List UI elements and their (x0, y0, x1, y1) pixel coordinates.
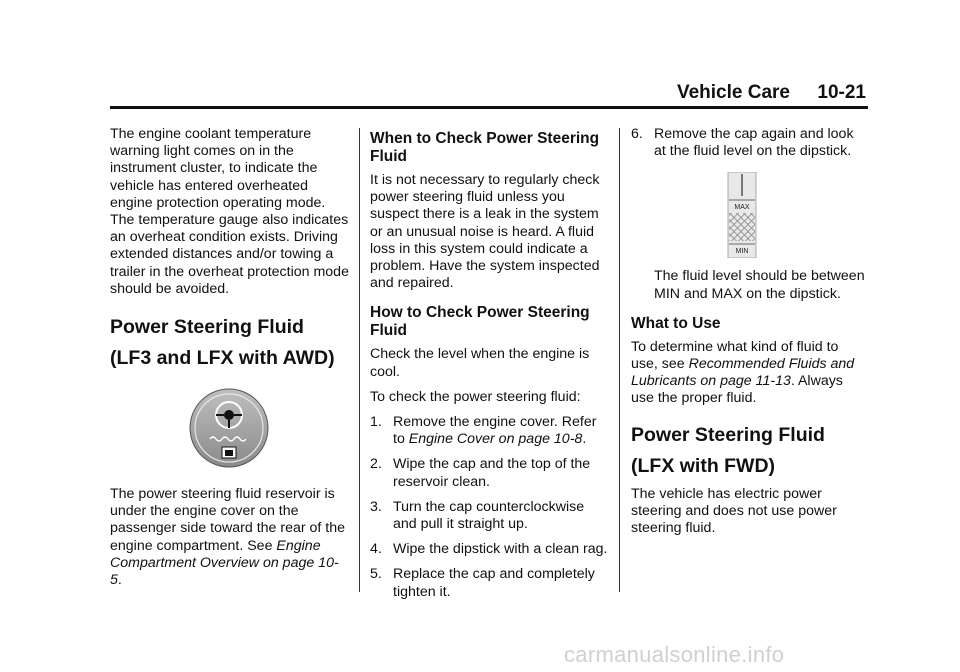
power-steering-awd-heading (110, 312, 350, 374)
heading-line-2: (LFX with FWD) (631, 454, 776, 477)
step-end: . (582, 431, 587, 448)
dipstick-illustration (727, 172, 757, 258)
step-text: Wipe the cap and the top of the reservoir clean. (393, 456, 591, 490)
fluid-level-text: The fluid level should be between MIN and MAX on the dipstick. (654, 268, 865, 302)
column-2 (370, 126, 610, 609)
what-to-use-heading: What to Use (631, 314, 721, 332)
dipstick-min-label: MIN (735, 248, 749, 256)
reservoir-end: . (117, 572, 122, 589)
heading-line-1: Power Steering Fluid (631, 423, 825, 446)
recommended-fluids-reference: Recommended Fluids and Lubricants on page 11-13 (631, 356, 855, 390)
column-3 (631, 126, 869, 545)
steps-list-continued (631, 126, 869, 160)
column-1 (110, 126, 350, 597)
step-number: 2. (370, 456, 382, 473)
page-number: 10-21 (817, 82, 866, 103)
what-to-use-paragraph (631, 339, 869, 408)
engine-compartment-reference: Engine Compartment Overview on page 10-5 (110, 537, 339, 589)
step-text: Turn the cap counterclockwise and pull it straight up. (393, 498, 585, 533)
step-2 (370, 456, 610, 490)
power-steering-fwd-heading (631, 420, 869, 482)
step-number: 6. (631, 126, 643, 142)
step-3 (370, 499, 610, 533)
reservoir-location-paragraph (110, 486, 350, 589)
reservoir-cap-icon (186, 388, 272, 468)
page-header (110, 78, 868, 109)
what-to-use-text: To determine what kind of fluid to use, see (631, 338, 839, 373)
engine-cover-reference: Engine Cover on page 10-8 (408, 431, 583, 448)
what-to-use-end: . Always use the proper fluid. (631, 373, 843, 407)
when-to-check-heading: When to Check Power Steering Fluid (370, 130, 600, 165)
heading-line-1: Power Steering Fluid (110, 316, 304, 339)
step-number: 3. (370, 498, 382, 515)
section-title: Vehicle Care (676, 82, 790, 103)
step-text: Wipe the dipstick with a clean rag. (393, 541, 608, 558)
column-divider-2 (619, 128, 620, 592)
heading-line-2: (LF3 and LFX with AWD) (110, 347, 335, 370)
step-6 (631, 126, 869, 160)
reservoir-text: The power steering fluid reservoir is under the engine cover on the passenger side toward the rear of the engine compartment. See (110, 486, 346, 554)
how-to-check-text-1: Check the level when the engine is cool. (370, 346, 590, 380)
steps-list (370, 414, 610, 601)
how-to-check-text-2: To check the power steering fluid: (370, 388, 581, 405)
step-text: Remove the engine cover. Refer to (393, 414, 597, 448)
step-number: 4. (370, 541, 382, 558)
coolant-paragraph: The engine coolant temperature warning light comes on in the instrument cluster, to indicate the vehicle has entered overheated engine protection operating mode. The temperature gauge also indicates an overheat condition exists. Driving extended distances and/or towing a trailer in the overheat protection mode should be avoided. (110, 126, 349, 297)
dipstick-max-label: MAX (734, 204, 750, 212)
step-1 (370, 414, 610, 448)
electric-steering-text: The vehicle has electric power steering and does not use power steering fluid. (631, 485, 837, 537)
step-text: Replace the cap and completely tighten it. (393, 566, 595, 600)
step-text: Remove the cap again and look at the fluid level on the dipstick. (654, 126, 854, 160)
step-5 (370, 566, 610, 600)
step-number: 5. (370, 566, 382, 583)
column-divider-1 (359, 128, 360, 592)
step-4 (370, 541, 610, 558)
how-to-check-heading: How to Check Power Steering Fluid (370, 304, 590, 340)
step-number: 1. (370, 414, 382, 431)
when-to-check-text: It is not necessary to regularly check power steering fluid unless you suspect there is a leak in the system or an unusual noise is heard. A fluid loss in this system could indicate a problem. Have the system inspected and repaired. (370, 172, 600, 292)
watermark: carmanualsonline.info (564, 642, 785, 667)
